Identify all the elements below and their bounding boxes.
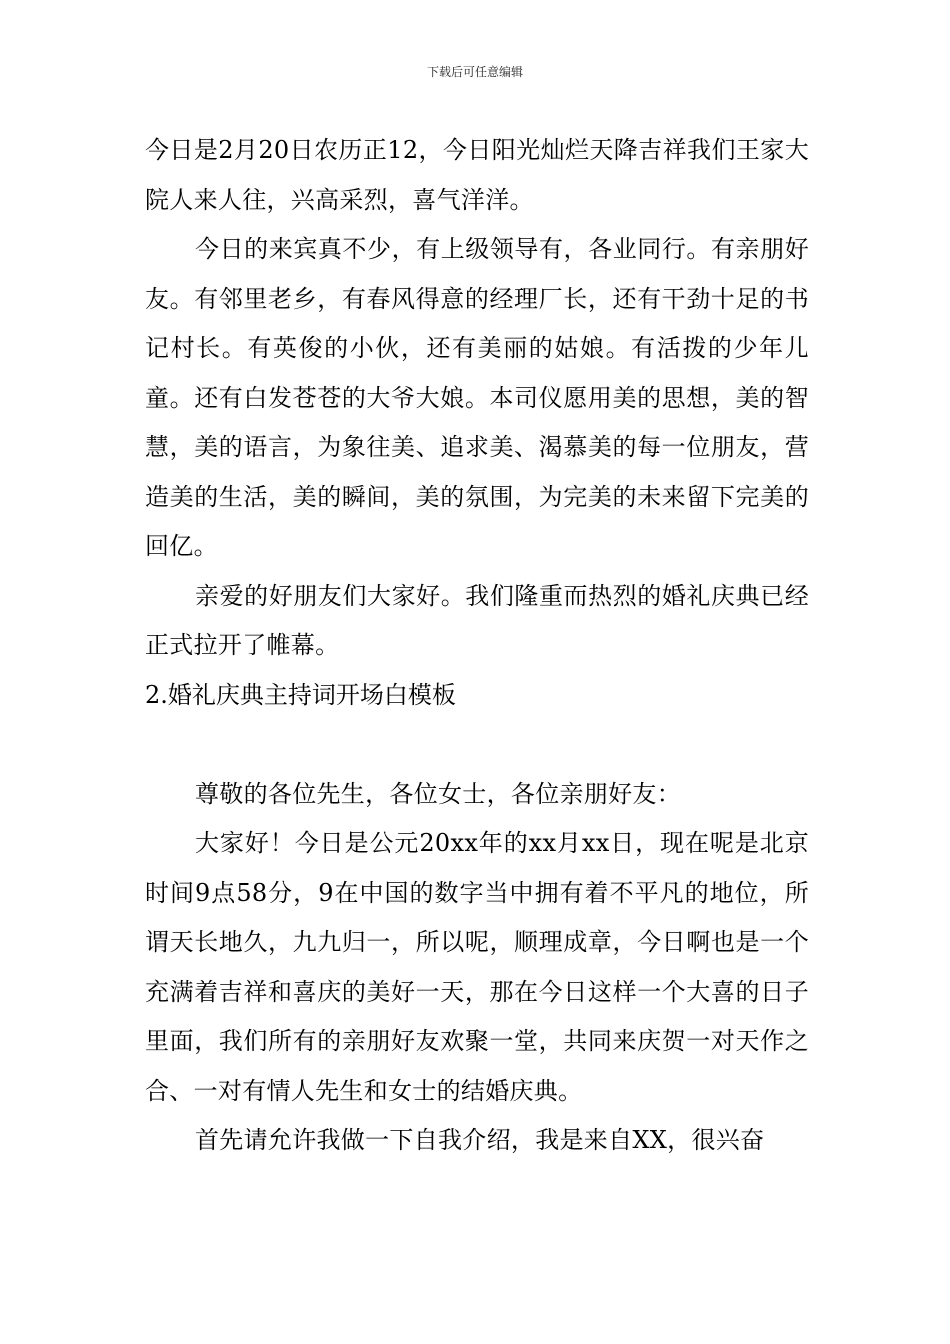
paragraph-salutation: 尊敬的各位先生，各位女士，各位亲朋好友： (195, 779, 681, 808)
paragraph-opening: 大家好！今日是公元20xx年的xx月xx日，现在呢是北京时间9点58分，9在中国的数字当中拥有着不平凡的地位，所谓天长地久，九九归一，所以呢，顺理成章，今日啊也是一个充满着吉祥和喜庆的美好一天，那在今日这样一个大喜的日子里面，我们所有的亲朋好友欢聚一堂，共同来庆贺一对天作之合、一对有情人先生和女士的结婚庆典。 (145, 829, 809, 1105)
document-body (145, 126, 809, 1166)
paragraph-date: 今日是2月20日农历正12，今日阳光灿烂天降吉祥我们王家大院人来人往，兴高采烈，喜气洋洋。 (145, 136, 809, 214)
paragraph-introduction: 首先请允许我做一下自我介绍，我是来自XX，很兴奋 (195, 1126, 765, 1154)
section-heading: 2.婚礼庆典主持词开场白模板 (145, 680, 456, 709)
page-header: 下载后可任意编辑 (426, 65, 523, 79)
paragraph-greeting: 亲爱的好朋友们大家好。我们隆重而热烈的婚礼庆典已经正式拉开了帷幕。 (145, 581, 809, 659)
paragraph-guests: 今日的来宾真不少，有上级领导有，各业同行。有亲朋好友。有邻里老乡，有春风得意的经理厂长，还有干劲十足的书记村长。有英俊的小伙，还有美丽的姑娘。有活拨的少年儿童。还有白发苍苍的大爷大娘。本司仪愿用美的思想，美的智慧，美的语言，为象往美、追求美、渴慕美的每一位朋友，营造美的生活，美的瞬间，美的氛围，为完美的未来留下完美的回亿。 (145, 235, 809, 560)
blank-line (145, 720, 809, 770)
